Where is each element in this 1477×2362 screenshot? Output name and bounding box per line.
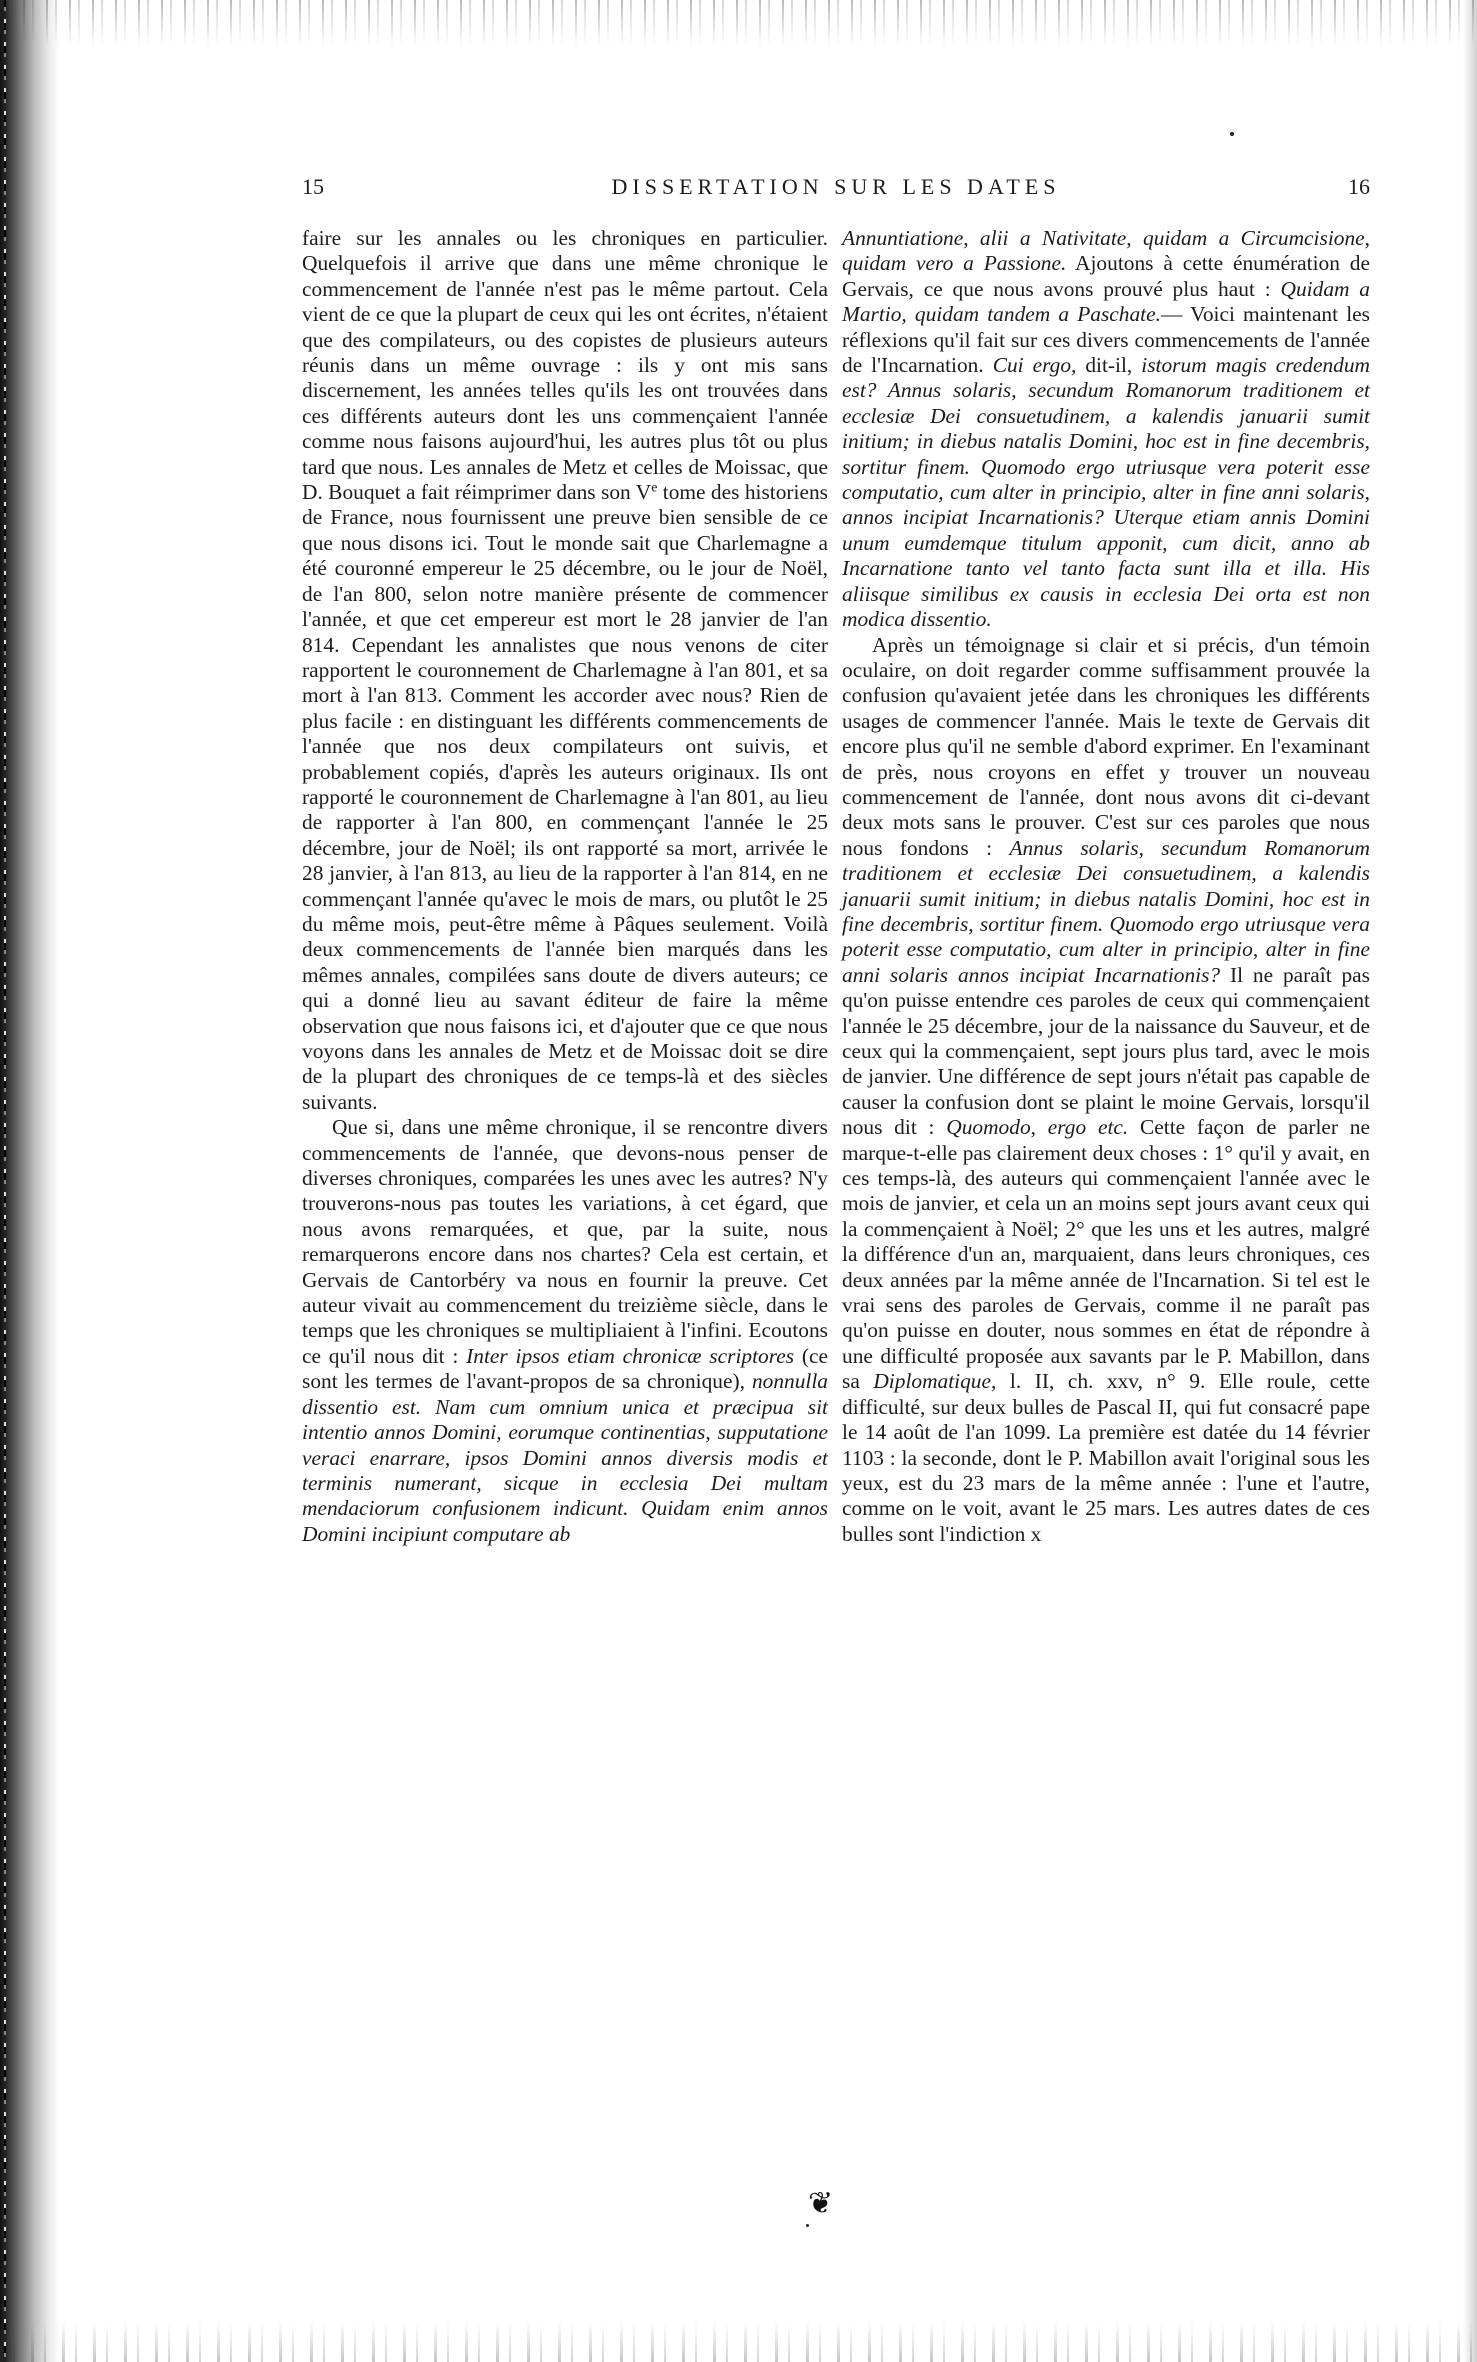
text-run: faire sur les annales ou les chroniques en particulier. Quelquefois il arrive que dans une même chronique le commencement de l'année n'est pas le même partout. Cela vient de ce que la plupart de ceux qui les ont écrites, n'étaient que des compilateurs, ou des copistes de plusieurs auteurs réunis dans un même ouvrage : ils y ont mis sans discernement, les années telles qu'ils les ont trouvées dans ces différents auteurs dont les uns commençaient l'année comme nous faisons aujourd'hui, les autres plus tôt ou plus tard que nous. Les annales de Metz et celles de Moissac, que D. Bouquet a fait réimprimer dans son V — [302, 226, 828, 505]
text-run: , l. II, ch. xxv, n° 9. Elle roule, cette difficulté, sur deux bulles de Pascal II, qui fut consacré pape le 14 août de l'an 1099. La première est datée du 14 février 1103 : la seconde, dont le P. Mabillon avait l'original sous les yeux, est du 23 mars de la même année : l'une et l'autre, comme on le voit, avant le 25 mars. Les autres dates de ces bulles sont l'indiction x — [842, 1369, 1370, 1546]
text-run: — Voici maintenant les réflexions qu'il fait sur ces divers commencements de l'année de l'Incarnation. — [842, 302, 1370, 378]
paragraph — [302, 226, 828, 1115]
text-run: Il ne paraît pas qu'on puisse entendre ces paroles de ceux qui commençaient l'année le 25 décembre, jour de la naissance du Sauveur, et de ceux qui la commençaient, sept jours plus tard, avec le mois de janvier. Une différence de sept jours n'était pas capable de causer la confusion dont se plaint le moine Gervais, lorsqu'il nous dit : — [842, 962, 1371, 1140]
paragraph — [842, 226, 1370, 633]
latin-quote: Quomodo, ergo etc. — [946, 1115, 1129, 1140]
text-run: Cette façon de parler ne marque-t-elle pas clairement deux choses : 1° qu'il y avait, en ces temps-là, des auteurs qui commençaient l'année avec le mois de janvier, et cela un an moins sept jours avant ceux qui la commençaient à Noël; 2° que les uns et les autres, malgré la différence d'un an, marquaient, dans leurs chroniques, ces deux années par la même année de l'Incarnation. Si tel est le vrai sens des paroles de Gervais, comme il ne paraît pas qu'on puisse en douter, nous sommes en état de répondre à une difficulté proposée aux savants par le P. Mabillon, dans sa — [842, 1115, 1371, 1394]
latin-quote: nonnulla dissentio est. Nam cum omnium unica et præcipua sit intentio annos Domini, eorumque continentias, supputatione veraci enarrare, ipsos Domini annos diversis modis et terminis numerant, sicque in ecclesia Dei multam mendaciorum confusionem indicunt. Quidam enim annos Domini incipiunt computare ab — [302, 1369, 828, 1546]
running-head — [302, 174, 1370, 208]
text-column-left — [302, 226, 828, 1547]
scan-speck — [1230, 132, 1234, 136]
text-run: dit-il, — [1076, 353, 1142, 378]
latin-quote: istorum magis credendum est? Annus solaris, secundum Romanorum traditionem et ecclesiæ Dei consuetudinem, a kalendis januarii sumit initium; in diebus natalis Domini, hoc est in fine decembris, sortitur finem. Quomodo ergo utriusque vera poterit esse computatio, cum alter in principio, alter in fine anni solaris, annos incipiat Incarnationis? Uterque etiam annis Domini unum eumdemque titulum apponit, cum dicit, anno ab Incarnatione tanto vel tanto facta sunt illa et illa. His aliisque similibus ex causis in ecclesia Dei orta est non modica dissentio. — [842, 353, 1370, 632]
latin-quote: Inter ipsos etiam chronicæ scriptores — [466, 1343, 795, 1368]
page-title: DISSERTATION SUR LES DATES — [611, 174, 1061, 199]
italic-title: Diplomatique — [873, 1369, 991, 1394]
latin-quote: Annus solaris, secundum Romanorum traditionem et ecclesiæ Dei consuetudinem, a kalendis januarii sumit initium; in diebus natalis Domini, hoc est in fine decembris, sortitur finem. Quomodo ergo utriusque vera poterit esse computatio, cum alter in principio, alter in fine anni solaris annos incipiat Incarnationis? — [842, 835, 1370, 987]
paragraph — [842, 633, 1370, 1548]
column-number-right: 16 — [1348, 174, 1370, 199]
text-run: tome des historiens de France, nous fournissent une preuve bien sensible de ce que nous disons ici. Tout le monde sait que Charlemagne a été couronné empereur le 25 décembre, ou le jour de Noël, de l'an 800, selon notre manière présente de commencer l'année, et que cet empereur est mort le 28 janvier de l'an 814. Cependant les annalistes que nous venons de citer rapportent le couronnement de Charlemagne à l'an 801, et sa mort à l'an 813. Comment les accorder avec nous? Rien de plus facile : en distinguant les différents commencements de l'année que nos deux compilateurs ont suivis, et probablement copiés, d'après les auteurs originaux. Ils ont rapporté le couronnement de Charlemagne à l'an 801, au lieu de rapporter à l'an 800, en commençant l'année le 25 décembre, jour de Noël; ils ont rapporté sa mort, arrivée le 28 janvier, à l'an 813, au lieu de la rapporter à l'an 814, en ne commençant l'année qu'avec le mois de mars, ou plutôt le 25 du même mois, peut-être même à Pâques seulement. Voilà deux commencements de l'année bien marqués dans les mêmes annales, compilées sans doute de divers auteurs; ce qui a donné lieu au savant éditeur de faire la même observation que nous faisons ici, et d'ajouter que ce que nous voyons dans les annales de Metz et de Moissac doit se dire de la plupart des chroniques de ce temps-là et des siècles suivants. — [302, 480, 828, 1114]
scan-border-left — [0, 0, 60, 2362]
fleuron-ornament: ❦ — [808, 2187, 834, 2220]
text-run: Que si, dans une même chronique, il se rencontre divers commencements de l'année, que devons-nous penser de diverses chroniques, comparées les unes avec les autres? N'y trouverons-nous pas toutes les variations, à cet égard, que nous avons remarquées, et que, par la suite, nous remarquerons encore dans nos chartes? Cela est certain, et Gervais de Cantorbéry va nous en fournir la preuve. Cet auteur vivait au commencement du treizième siècle, dans le temps que les chroniques se multipliaient à l'infini. Ecoutons ce qu'il nous dit : — [302, 1115, 828, 1368]
text-column-right — [842, 226, 1370, 1547]
scan-border-top — [0, 0, 1477, 46]
text-run: Après un témoignage si clair et si précis, d'un témoin oculaire, on doit regarder comme suffisamment prouvée la confusion qu'avaient jetée dans les chroniques les différents usages de commencer l'année. Mais le texte de Gervais dit encore plus qu'il ne semble d'abord exprimer. En l'examinant de près, nous croyons en effet y trouver un nouveau commencement de l'année, dont nous avons dit ci-devant deux mots sans le prouver. C'est sur ces paroles que nous nous fondons : — [842, 632, 1370, 860]
text-run: Ajoutons à cette énumération de Gervais, ce que nous avons prouvé plus haut : — [842, 251, 1370, 301]
latin-quote: Quidam a Martio, quidam tandem a Paschate. — [842, 276, 1371, 327]
latin-quote: Annuntiatione, alii a Nativitate, quidam a Circumcisione, quidam vero a Passione. — [842, 226, 1370, 276]
text-run: (ce sont les termes de l'avant-propos de sa chronique), — [302, 1343, 829, 1394]
paragraph — [302, 1115, 828, 1547]
scan-border-right — [1463, 0, 1477, 2362]
latin-quote: Cui ergo, — [992, 353, 1077, 378]
scan-border-bottom — [0, 2322, 1477, 2362]
scan-speck — [806, 2224, 809, 2227]
superscript: e — [651, 480, 658, 496]
column-number-left: 15 — [302, 174, 324, 199]
